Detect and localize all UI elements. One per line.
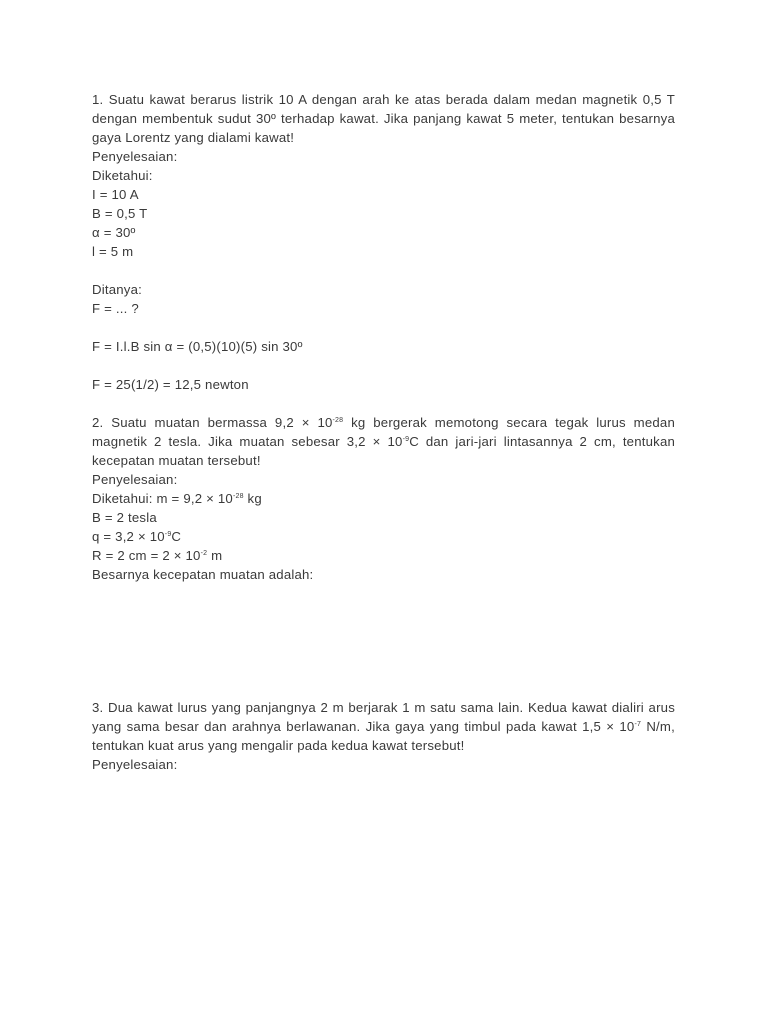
problem-1-known-angle: α = 30º: [92, 225, 136, 240]
problem-2-velocity-text: Besarnya kecepatan muatan adalah:: [92, 567, 314, 582]
problem-2-known-mass: Diketahui: $m = 9,2 \times 10^{-28}$ kg: [92, 491, 262, 506]
document-page: [92, 90, 675, 774]
problem-1-asked-label: Ditanya:: [92, 282, 142, 297]
problem-1-result: F = 25(1/2) = 12,5 newton: [92, 377, 249, 392]
problem-1-asked: F = ... ?: [92, 301, 139, 316]
problem-1-formula: F = I.l.B sin α = (0,5)(10)(5) sin 30º: [92, 339, 303, 354]
problem-2-question: 2. Suatu muatan bermassa $9,2 \times 10^{-28}$ kg bergerak memotong secara tegak lurus medan magnetik 2 tesla. Jika muatan sebesar $3,2 \times 10^{-9}C$ dan jari-jari lintasannya 2 cm, tentukan kecepatan muatan tersebut!: [92, 415, 676, 468]
problem-1-solution-label: Penyelesaian:: [92, 149, 178, 164]
problem-1-known-field: B = 0,5 T: [92, 206, 148, 221]
problem-3-solution-label: Penyelesaian:: [92, 757, 178, 772]
problem-1-known-current: I = 10 A: [92, 187, 139, 202]
problem-1-known-label: Diketahui:: [92, 168, 153, 183]
problem-1-question: 1. Suatu kawat berarus listrik 10 A dengan arah ke atas berada dalam medan magnetik 0,5 T dengan membentuk sudut 30º terhadap kawat. Jika panjang kawat 5 meter, tentukan besarnya gaya Lorentz yang dialami kawat!: [92, 92, 675, 145]
problem-2-solution-label: Penyelesaian:: [92, 472, 178, 487]
problem-2-known-field: B = 2 tesla: [92, 510, 157, 525]
problem-2-known-radius: R = 2 cm = $2 \times 10^{-2}$ m: [92, 548, 223, 563]
problem-1-known-length: l = 5 m: [92, 244, 134, 259]
problem-2-known-charge: $q = 3,2 \times 10^{-9}C$: [92, 529, 182, 544]
problem-3-question: 3. Dua kawat lurus yang panjangnya 2 m berjarak 1 m satu sama lain. Kedua kawat dialiri arus yang sama besar dan arahnya berlawanan. Jika gaya yang timbul pada kawat $1,5 \times 10^{-7}$ N/m, tentukan kuat arus yang mengalir pada kedua kawat tersebut!: [92, 700, 675, 753]
